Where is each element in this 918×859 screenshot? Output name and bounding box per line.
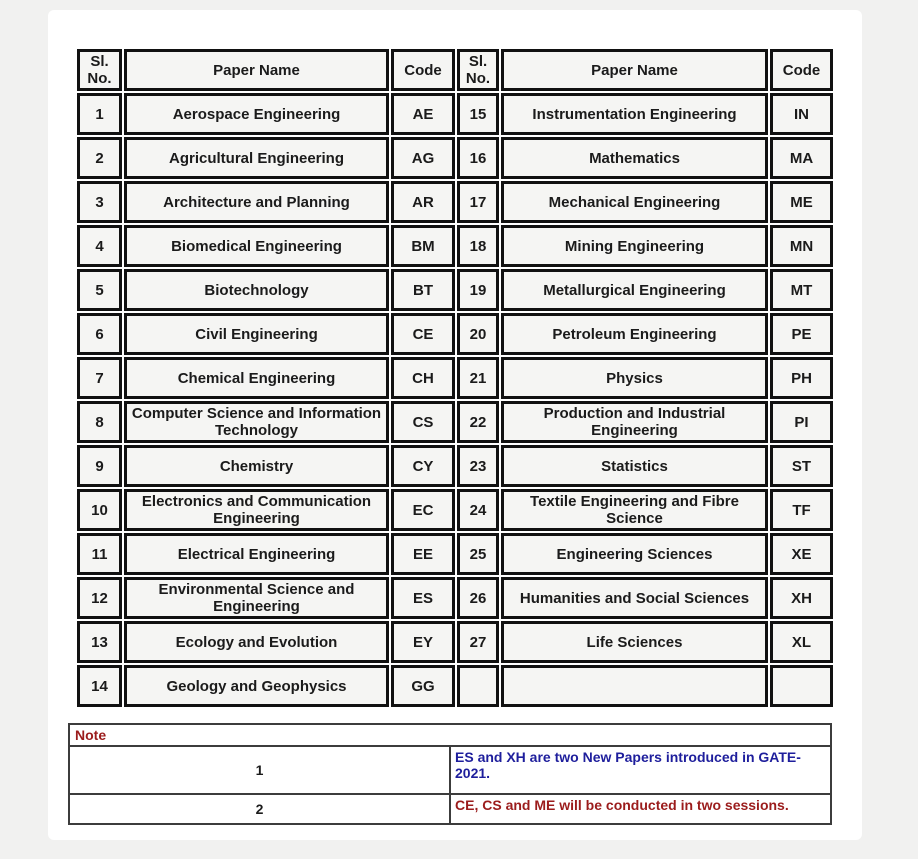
- note-text: CE, CS and ME will be conducted in two sessions.: [450, 794, 831, 824]
- code-cell: XH: [770, 577, 833, 619]
- sl-no-cell: 11: [77, 533, 122, 575]
- code-cell: [770, 665, 833, 707]
- sl-no-cell: 2: [77, 137, 122, 179]
- code-cell: MA: [770, 137, 833, 179]
- sl-no-cell: 10: [77, 489, 122, 531]
- sl-no-cell: 12: [77, 577, 122, 619]
- paper-name-cell: Civil Engineering: [124, 313, 389, 355]
- sl-no-cell: 21: [457, 357, 499, 399]
- sl-no-cell: 18: [457, 225, 499, 267]
- table-row: [77, 181, 833, 223]
- papers-table: [75, 47, 835, 709]
- paper-name-cell: Statistics: [501, 445, 768, 487]
- note-row: [69, 746, 831, 794]
- sl-no-cell: 9: [77, 445, 122, 487]
- header-row: [77, 49, 833, 91]
- sl-no-cell: 1: [77, 93, 122, 135]
- paper-name-cell: Ecology and Evolution: [124, 621, 389, 663]
- paper-name-cell: Instrumentation Engineering: [501, 93, 768, 135]
- paper-name-cell: Geology and Geophysics: [124, 665, 389, 707]
- paper-name-cell: Metallurgical Engineering: [501, 269, 768, 311]
- paper-name-cell: Life Sciences: [501, 621, 768, 663]
- paper-name-cell: Biomedical Engineering: [124, 225, 389, 267]
- paper-name-cell: Electrical Engineering: [124, 533, 389, 575]
- paper-name-cell: Aerospace Engineering: [124, 93, 389, 135]
- paper-name-cell: Environmental Science and Engineering: [124, 577, 389, 619]
- table-row: [77, 621, 833, 663]
- sl-no-cell: 16: [457, 137, 499, 179]
- header-sl-no-right: Sl. No.: [457, 49, 499, 91]
- sl-no-cell: 19: [457, 269, 499, 311]
- sl-no-cell: 3: [77, 181, 122, 223]
- sl-no-cell: 24: [457, 489, 499, 531]
- sl-no-cell: 26: [457, 577, 499, 619]
- table-row: [77, 137, 833, 179]
- paper-name-cell: Computer Science and Information Technology: [124, 401, 389, 443]
- sl-no-cell: 8: [77, 401, 122, 443]
- code-cell: ES: [391, 577, 455, 619]
- paper-name-cell: Mechanical Engineering: [501, 181, 768, 223]
- table-row: [77, 225, 833, 267]
- note-tbody: [69, 746, 831, 824]
- code-cell: PI: [770, 401, 833, 443]
- code-cell: CH: [391, 357, 455, 399]
- note-row: [69, 794, 831, 824]
- paper-name-cell: Architecture and Planning: [124, 181, 389, 223]
- note-number: 2: [69, 794, 450, 824]
- sl-no-cell: 25: [457, 533, 499, 575]
- code-cell: ST: [770, 445, 833, 487]
- table-row: [77, 577, 833, 619]
- table-row: [77, 401, 833, 443]
- code-cell: CE: [391, 313, 455, 355]
- paper-name-cell: Textile Engineering and Fibre Science: [501, 489, 768, 531]
- code-cell: AR: [391, 181, 455, 223]
- note-title: Note: [69, 724, 831, 746]
- sl-no-cell: 27: [457, 621, 499, 663]
- sl-no-cell: 5: [77, 269, 122, 311]
- sl-no-cell: 17: [457, 181, 499, 223]
- paper-name-cell: Petroleum Engineering: [501, 313, 768, 355]
- code-cell: AE: [391, 93, 455, 135]
- paper-name-cell: Agricultural Engineering: [124, 137, 389, 179]
- header-paper-name-left: Paper Name: [124, 49, 389, 91]
- table-row: [77, 489, 833, 531]
- sl-no-cell: 13: [77, 621, 122, 663]
- table-row: [77, 357, 833, 399]
- code-cell: CS: [391, 401, 455, 443]
- header-code-right: Code: [770, 49, 833, 91]
- content-card: [48, 10, 862, 840]
- paper-name-cell: Production and Industrial Engineering: [501, 401, 768, 443]
- code-cell: PE: [770, 313, 833, 355]
- sl-no-cell: 23: [457, 445, 499, 487]
- sl-no-cell: 14: [77, 665, 122, 707]
- code-cell: AG: [391, 137, 455, 179]
- code-cell: BT: [391, 269, 455, 311]
- sl-no-cell: 22: [457, 401, 499, 443]
- paper-name-cell: Humanities and Social Sciences: [501, 577, 768, 619]
- note-text: ES and XH are two New Papers introduced in GATE-2021.: [450, 746, 831, 794]
- code-cell: PH: [770, 357, 833, 399]
- sl-no-cell: 15: [457, 93, 499, 135]
- table-row: [77, 93, 833, 135]
- sl-no-cell: [457, 665, 499, 707]
- paper-name-cell: Mathematics: [501, 137, 768, 179]
- sl-no-cell: 6: [77, 313, 122, 355]
- code-cell: BM: [391, 225, 455, 267]
- paper-name-cell: Chemistry: [124, 445, 389, 487]
- code-cell: XE: [770, 533, 833, 575]
- paper-name-cell: Engineering Sciences: [501, 533, 768, 575]
- header-paper-name-right: Paper Name: [501, 49, 768, 91]
- table-row: [77, 313, 833, 355]
- header-code-left: Code: [391, 49, 455, 91]
- table-row: [77, 445, 833, 487]
- header-sl-no-left: Sl. No.: [77, 49, 122, 91]
- code-cell: XL: [770, 621, 833, 663]
- code-cell: MN: [770, 225, 833, 267]
- note-title-row: [69, 724, 831, 746]
- sl-no-cell: 7: [77, 357, 122, 399]
- code-cell: GG: [391, 665, 455, 707]
- code-cell: MT: [770, 269, 833, 311]
- sl-no-cell: 4: [77, 225, 122, 267]
- paper-name-cell: Chemical Engineering: [124, 357, 389, 399]
- paper-name-cell: [501, 665, 768, 707]
- paper-name-cell: Biotechnology: [124, 269, 389, 311]
- table-row: [77, 269, 833, 311]
- code-cell: EC: [391, 489, 455, 531]
- papers-tbody: [77, 93, 833, 707]
- code-cell: TF: [770, 489, 833, 531]
- code-cell: IN: [770, 93, 833, 135]
- note-number: 1: [69, 746, 450, 794]
- sl-no-cell: 20: [457, 313, 499, 355]
- code-cell: EE: [391, 533, 455, 575]
- paper-name-cell: Physics: [501, 357, 768, 399]
- table-row: [77, 533, 833, 575]
- paper-name-cell: Mining Engineering: [501, 225, 768, 267]
- note-table: [68, 723, 832, 825]
- code-cell: CY: [391, 445, 455, 487]
- paper-name-cell: Electronics and Communication Engineering: [124, 489, 389, 531]
- code-cell: EY: [391, 621, 455, 663]
- table-row: [77, 665, 833, 707]
- code-cell: ME: [770, 181, 833, 223]
